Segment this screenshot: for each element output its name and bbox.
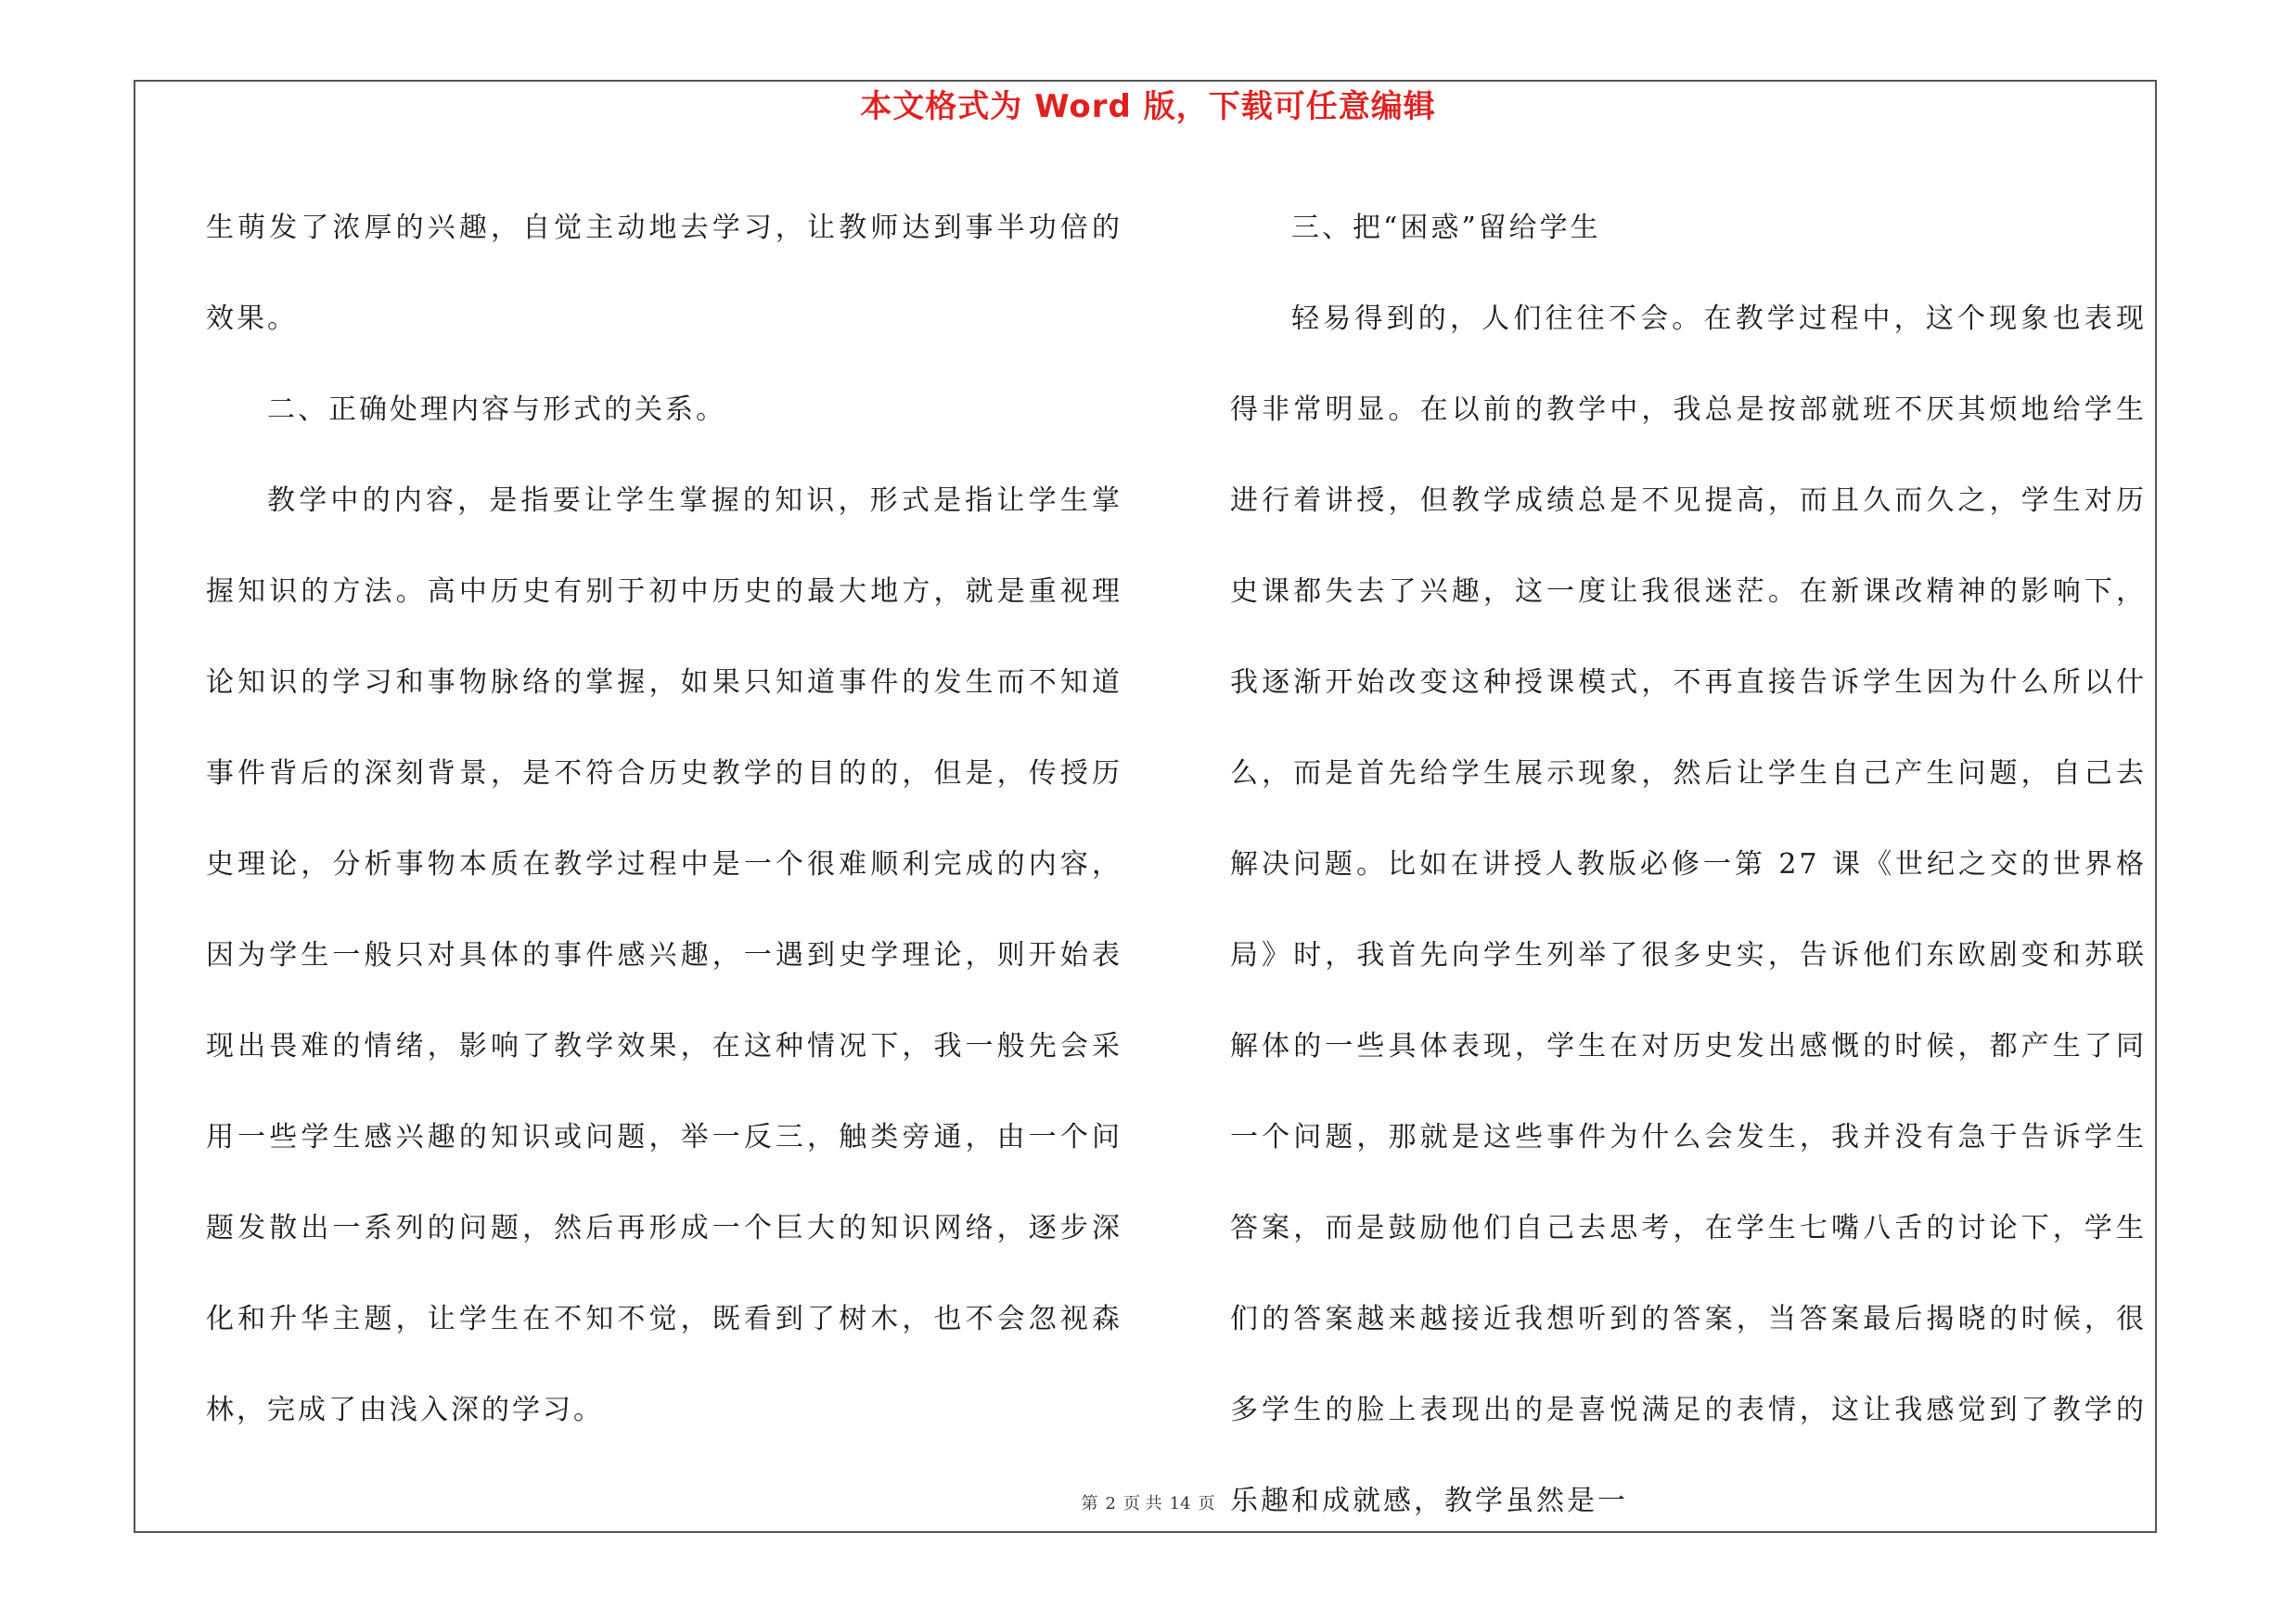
paragraph-content-form: 教学中的内容，是指要让学生掌握的知识，形式是指让学生掌握知识的方法。高中历史有别于初中历史的最大地方，就是重视理论知识的学习和事物脉络的掌握，如果只知道事件的发生而不知道事件背后的深刻背景，是不符合历史教学的目的的，但是，传授历史理论，分析事物本质在教学过程中是一个很难顺利完成的内容，因为学生一般只对具体的事件感兴趣，一遇到史学理论，则开始表现出畏难的情绪，影响了教学效果，在这种情况下，我一般先会采用一些学生感兴趣的知识或问题，举一反三，触类旁通，由一个问题发散出一系列的问题，然后再形成一个巨大的知识网络，逐步深化和升华主题，让学生在不知不觉，既看到了树木，也不会忽视森林，完成了由浅入深的学习。 (206, 484, 1122, 1426)
footer-suffix: 页 (1198, 1494, 1215, 1514)
paragraph-confusion: 轻易得到的，人们往往不会。在教学过程中，这个现象也表现得非常明显。在以前的教学中，我总是按部就班不厌其烦地给学生进行着讲授，但教学成绩总是不见提高，而且久而久之，学生对历史课都失去了兴趣，这一度让我很迷茫。在新课改精神的影响下，我逐渐开始改变这种授课模式，不再直接告诉学生因为什么所以什么，而是首先给学生展示现象，然后让学生自己产生问题，自己去解决问题。比如在讲授人教版必修一第 27 课《世纪之交的世界格局》时，我首先向学生列举了很多史实，告诉他们东欧剧变和苏联解体的一些具体表现，学生在对历史发出感慨的时候，都产生了同一个问题，那就是这些事件为什么会发生，我并没有急于告诉学生答案，而是鼓励他们自己去思考，在学生七嘴八舌的讨论下，学生们的答案越来越接近我想听到的答案，当答案最后揭晓的时候，很多学生的脸上表现出的是喜悦满足的表情，这让我感觉到了教学的乐趣和成就感，教学虽然是一 (1230, 303, 2147, 1517)
footer-mid: 页 共 (1122, 1494, 1162, 1514)
footer-current-page: 2 (1105, 1494, 1116, 1514)
right-text-column (1230, 183, 2147, 1547)
paragraph-continued: 生萌发了浓厚的兴趣，自觉主动地去学习，让教师达到事半功倍的效果。 (206, 212, 1122, 335)
section-heading-2: 二、正确处理内容与形式的关系。 (267, 393, 726, 426)
format-notice-banner: 本文格式为 Word 版，下载可任意编辑 (860, 88, 1436, 125)
footer-prefix: 第 (1081, 1494, 1098, 1514)
footer-total-pages: 14 (1169, 1494, 1191, 1514)
section-heading-3: 三、把“困惑”留给学生 (1291, 212, 1601, 244)
page-footer (0, 1491, 2296, 1517)
left-text-column (206, 183, 1122, 1456)
